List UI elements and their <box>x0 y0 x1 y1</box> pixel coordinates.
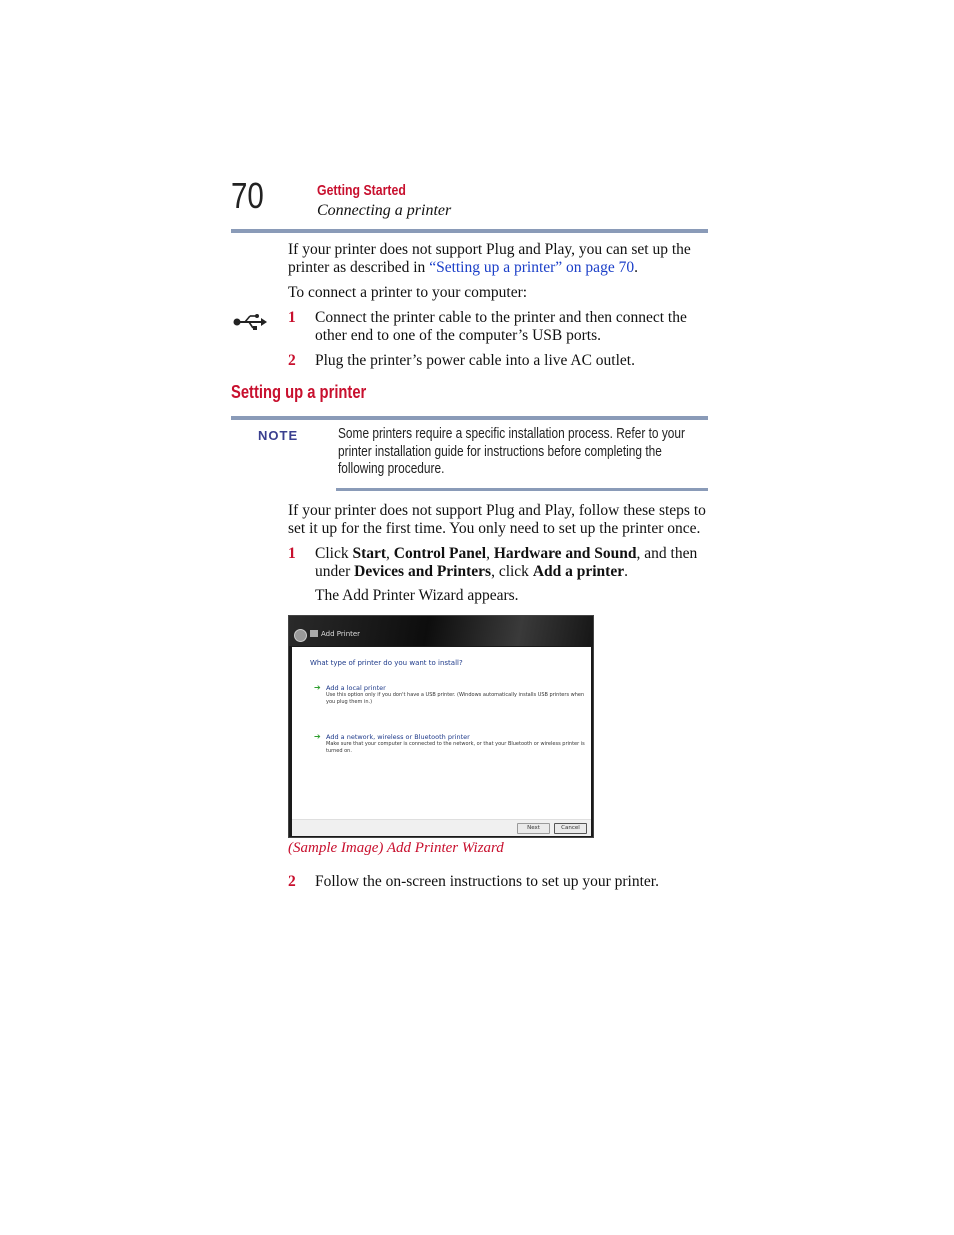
step-text: . <box>624 563 628 580</box>
note-text: Some printers require a specific installation process. Refer to your printer installation guide for instructions before completing the following procedure. <box>338 426 685 477</box>
setup-step-2-text: Follow the on-screen instructions to set up your printer. <box>315 873 659 890</box>
back-arrow-icon[interactable] <box>294 629 307 642</box>
setup-printer-link[interactable]: “Setting up a printer” on page 70 <box>429 259 635 276</box>
page-number: 70 <box>231 175 264 216</box>
usb-icon <box>233 312 267 332</box>
step-text: , <box>486 545 494 562</box>
setup-step-1-result: The Add Printer Wizard appears. <box>315 587 519 604</box>
setup-heading: Setting up a printer <box>231 382 367 402</box>
connect-step-2-text: Plug the printer’s power cable into a live AC outlet. <box>315 352 635 369</box>
add-network-printer-option[interactable]: Add a network, wireless or Bluetooth printer <box>326 733 470 741</box>
step-text: , and then under <box>315 545 698 580</box>
cancel-button[interactable]: Cancel <box>554 823 587 834</box>
intro-paragraph <box>288 241 708 277</box>
section-title: Getting Started <box>317 182 406 199</box>
hardware-sound-term: Hardware and Sound <box>493 545 637 562</box>
network-printer-description: Make sure that your computer is connected to the network, or that your Bluetooth or wireless printer is turned on. <box>326 741 585 754</box>
step-text: , <box>386 545 394 562</box>
figure-caption: (Sample Image) Add Printer Wizard <box>288 840 504 856</box>
wizard-titlebar <box>289 616 594 646</box>
setup-step-2-number: 2 <box>288 873 296 890</box>
wizard-footer <box>292 819 591 836</box>
setup-step-1-number: 1 <box>288 545 296 562</box>
connect-intro: To connect a printer to your computer: <box>288 284 528 301</box>
wizard-title: Add Printer <box>321 630 361 638</box>
wizard-question: What type of printer do you want to install? <box>310 659 463 667</box>
subsection-title: Connecting a printer <box>317 202 452 219</box>
start-term: Start <box>352 545 387 562</box>
setup-step-1-text <box>315 545 707 581</box>
green-arrow-icon: ➔ <box>314 732 321 741</box>
add-printer-term: Add a printer <box>532 563 625 580</box>
step-text: Click <box>315 545 353 562</box>
note-label: NOTE <box>258 428 299 443</box>
connect-step-2-number: 2 <box>288 352 296 369</box>
header-rule <box>231 229 708 233</box>
connect-step-1-number: 1 <box>288 309 296 326</box>
intro-text-end: . <box>634 259 638 276</box>
note-bottom-rule <box>336 488 708 491</box>
add-printer-wizard-image <box>288 615 594 838</box>
printer-icon <box>310 630 318 637</box>
green-arrow-icon: ➔ <box>314 683 321 692</box>
wizard-content <box>292 647 591 835</box>
step-text: , click <box>491 563 533 580</box>
setup-intro: If your printer does not support Plug and Play, follow these steps to set it up for the first time. You only need to set up the printer once. <box>288 502 706 537</box>
connect-step-1-text: Connect the printer cable to the printer and then connect the other end to one of the computer’s USB ports. <box>315 309 687 344</box>
control-panel-term: Control Panel <box>393 545 487 562</box>
note-top-rule <box>231 416 708 420</box>
next-button[interactable]: Next <box>517 823 550 834</box>
local-printer-description: Use this option only if you don't have a USB printer. (Windows automatically installs USB printers when you plug them in.) <box>326 692 585 705</box>
intro-text: If your printer does not support Plug and Play, you can set up the printer as described in <box>288 241 691 276</box>
devices-printers-term: Devices and Printers <box>354 563 492 580</box>
add-local-printer-option[interactable]: Add a local printer <box>326 684 386 692</box>
